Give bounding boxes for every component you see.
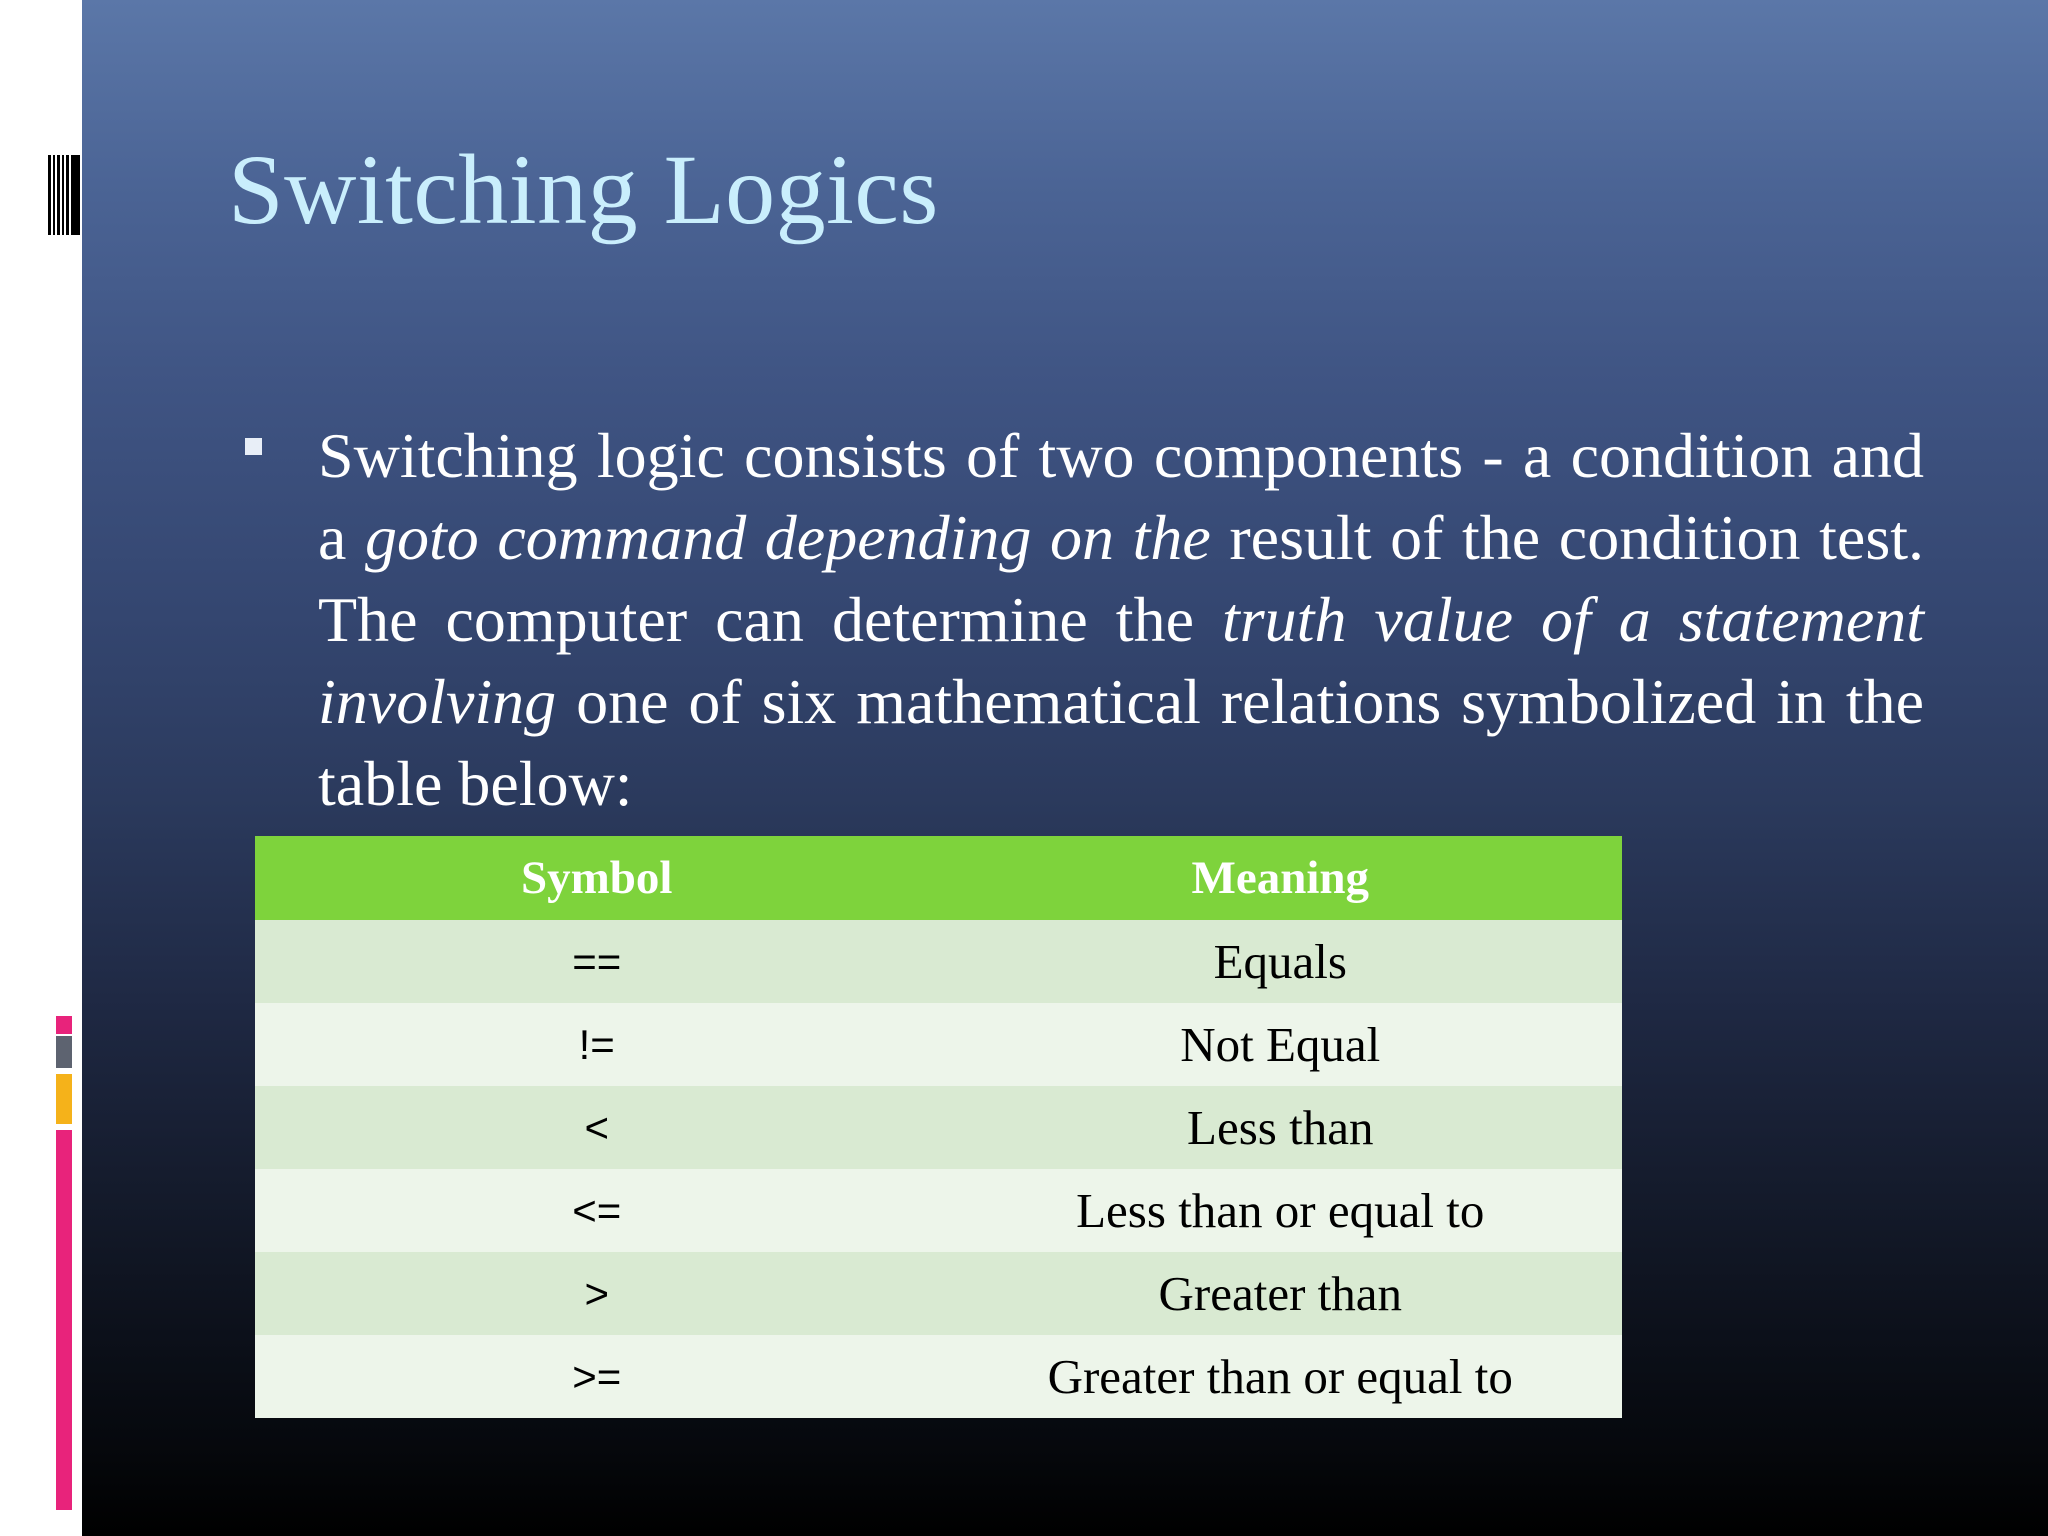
- square-bullet-icon: [245, 438, 262, 455]
- table-row: [255, 1169, 1622, 1252]
- meaning-cell: Greater than: [939, 1252, 1623, 1335]
- header-meaning: Meaning: [939, 836, 1623, 920]
- symbol-cell: !=: [255, 1003, 939, 1086]
- accent-bar-gold: [56, 1074, 72, 1124]
- table-header-row: [255, 836, 1622, 920]
- symbol-cell: <=: [255, 1169, 939, 1252]
- accent-bar-gray: [56, 1036, 72, 1068]
- table-row: [255, 1086, 1622, 1169]
- accent-bar-pink-small: [56, 1016, 72, 1034]
- meaning-cell: Greater than or equal to: [939, 1335, 1623, 1418]
- meaning-cell: Less than: [939, 1086, 1623, 1169]
- symbol-cell: <: [255, 1086, 939, 1169]
- paragraph-italic-segment: truth value of a statement involving: [318, 584, 1925, 737]
- meaning-cell: Not Equal: [939, 1003, 1623, 1086]
- meaning-cell: Equals: [939, 920, 1623, 1003]
- table-row: [255, 1003, 1622, 1086]
- table-row: [255, 920, 1622, 1003]
- meaning-cell: Less than or equal to: [939, 1169, 1623, 1252]
- barcode-ornament: [48, 155, 80, 235]
- accent-bar-pink-long: [56, 1130, 72, 1510]
- table-row: [255, 1252, 1622, 1335]
- paragraph-text-segment: Switching logic consists of two components - a condition and a: [318, 420, 1924, 573]
- paragraph-text-segment: result of the condition test. The computer can determine the: [318, 502, 1925, 655]
- relations-table: [255, 836, 1622, 1418]
- symbol-cell: >=: [255, 1335, 939, 1418]
- header-symbol: Symbol: [255, 836, 939, 920]
- symbol-cell: ==: [255, 920, 939, 1003]
- symbol-cell: >: [255, 1252, 939, 1335]
- slide-title: Switching Logics: [228, 134, 939, 245]
- paragraph-italic-segment: goto command depending on the: [365, 502, 1211, 573]
- table-row: [255, 1335, 1622, 1418]
- paragraph-text-segment: one of six mathematical relations symbolized in the table below:: [318, 666, 1924, 819]
- bullet-paragraph: [318, 415, 1924, 825]
